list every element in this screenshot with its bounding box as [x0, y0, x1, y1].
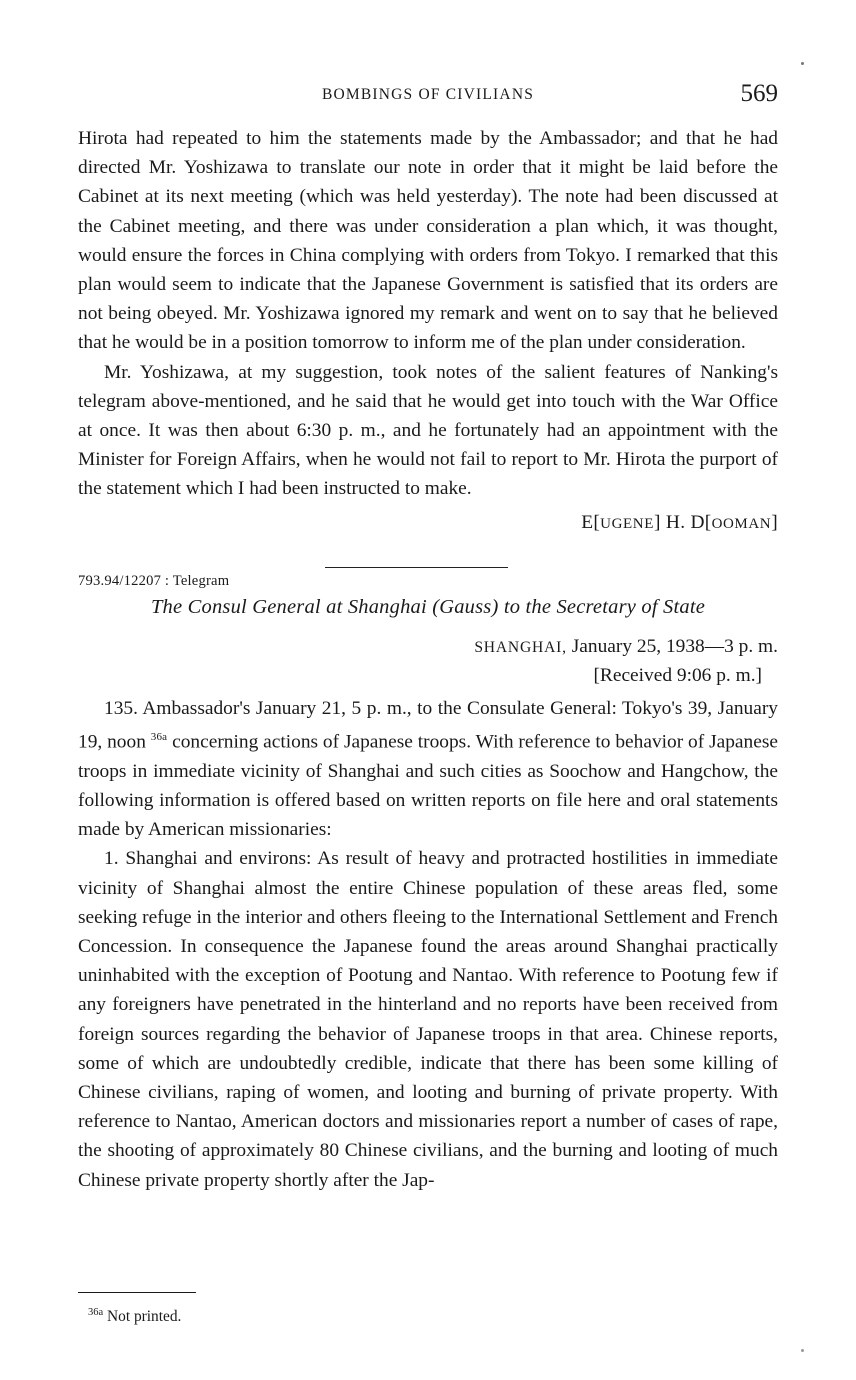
dateline-place: SHANGHAI,: [474, 638, 567, 656]
footnote-rule: [78, 1292, 196, 1293]
footnote-entry: [78, 1303, 778, 1327]
received-stamp: [Received 9:06 p. m.]: [593, 664, 762, 686]
signature-bracket-close: ]: [653, 511, 661, 533]
telegram-paragraph-1: [78, 694, 778, 844]
telegram-paragraph-2: 1. Shanghai and environs: As result of heavy and protracted hostilities in immediate vicinity of Shanghai almost the entire Chinese population of these areas fled, some seeking refuge in the interior and others fleeing to the International Settlement and French Concession. In consequence the Japanese found the areas around Shanghai practically uninhabited with the exception of Pootung and Nantao. With reference to Pootung few if any foreigners have penetrated in the hinterland and no reports have been received from foreign sources regarding the behavior of Japanese troops in that area. Chinese reports, some of which are undoubtedly credible, indicate that there has been some killing of Chinese civilians, raping of women, and looting and burning of private property. With reference to Nantao, American doctors and missionaries report a number of cases of rape, the shooting of approximately 80 Chinese civilians, and the burning and looting of much Chinese private property shortly after the Jap-: [78, 848, 778, 1191]
footnote-marker: 36a: [88, 1307, 104, 1318]
signature-line: [78, 508, 778, 539]
page-header: [78, 80, 778, 114]
signature-bracket-close-2: ]: [771, 511, 778, 533]
document-reference: 793.94/12207 : Telegram: [78, 572, 230, 589]
running-head-text: BOMBINGS OF CIVILIANS: [321, 86, 535, 103]
document-title: The Consul General at Shanghai (Gauss) to the Secretary of State: [150, 595, 706, 618]
dateline-date: January 25, 1938—3 p. m.: [571, 635, 778, 657]
divider-rule: [325, 567, 508, 568]
dateline: [78, 633, 778, 662]
page-content: [78, 80, 778, 1195]
page-corner-mark-bottom: [801, 1349, 804, 1352]
paragraph-1: Hirota had repeated to him the statements made by the Ambassador; and that he had directed Mr. Yoshizawa to translate our note in order that it might be laid before the Cabinet at its next meeting (which was held yesterday). The note had been discussed at the Cabinet meeting, and there was under consideration a plan which, it was thought, would ensure the forces in China complying with orders from Tokyo. I remarked that this plan would seem to indicate that the Japanese Government is satisfied that its orders are not being obeyed. Mr. Yoshizawa ignored my remark and went on to say that he believed that he would be in a position tomorrow to inform me of the plan under consideration.: [78, 128, 778, 354]
page-corner-mark: [801, 62, 804, 65]
signature-bracket-open-2: [: [704, 511, 712, 533]
page-number: 569: [740, 80, 778, 107]
signature-bracket-open: [: [593, 511, 601, 533]
signature-last-initial: H. D: [665, 511, 705, 533]
footnote-area: [78, 1292, 778, 1327]
telegram-p1-part-a: 135. Ambassador's January 21, 5 p. m., to the Consulate General: Tokyo's 39, January 19, noon: [78, 697, 778, 753]
telegram-p1-part-b: concerning actions of Japanese troops. With reference to behavior of Japanese troops in immediate vicinity of Shanghai and such cities as Soochow and Hangchow, the following information is offered based on written reports on file here and oral statements made by American missionaries:: [78, 731, 778, 841]
signature-first-initial: E: [581, 511, 594, 533]
section-divider: [78, 555, 778, 581]
running-head: [78, 84, 778, 104]
signature-first-name: UGENE: [600, 515, 654, 532]
paragraph-2: Mr. Yoshizawa, at my suggestion, took notes of the salient features of Nanking's telegram above-mentioned, and he said that he would get into touch with the War Office at once. It was then about 6:30 p. m., and he fortunately had an appointment with the Minister for Foreign Affairs, when he would not fail to report to Mr. Hirota the purport of the statement which I had been instructed to make.: [78, 361, 778, 500]
signature-last-name: OOMAN: [711, 515, 772, 532]
footnote-marker-ref: 36a: [150, 731, 168, 744]
footnote-text: Not printed.: [107, 1308, 182, 1326]
